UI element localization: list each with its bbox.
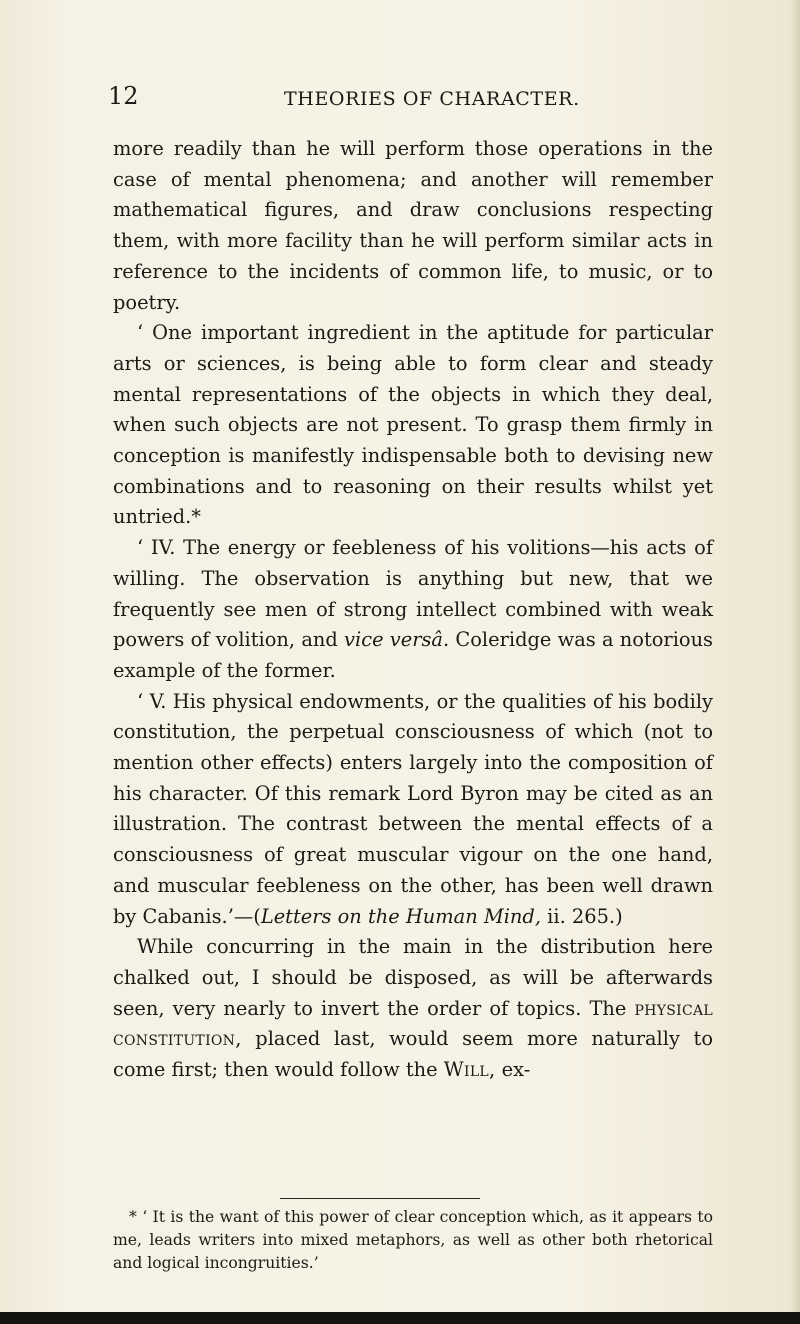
paragraph-4 — [113, 687, 713, 933]
paragraph-2: ‘ One important ingredient in the aptitude for particular arts or sciences, is being able to form clear and steady mental representations of the objects in which they deal, when such objects are not present. To grasp them firmly in conception is manifestly indispensable both to devising new combinations and to reasoning on their results whilst yet untried.* — [113, 321, 713, 529]
paragraph-4-text-a: ‘ V. His physical endowments, or the qualities of his bodily constitution, the perpetual consciousness of which (not to mention other effects) enters largely into the composition of his character. Of this remark Lord Byron may be cited as an illustration. The contrast between the mental effects of a consciousness of great muscular vigour on the one hand, and muscular feebleness on the other, has been well drawn by Cabanis.’—( — [113, 689, 713, 928]
paragraph-1: more readily than he will perform those operations in the case of mental phenomena; and another will remember mathematical figures, and draw conclusions respecting them, with more facility than he will perform similar acts in reference to the incidents of common life, to music, or to poetry. — [113, 137, 713, 314]
page-edge-shadow — [790, 0, 800, 1324]
paragraph-3-italic: vice versâ. — [344, 628, 450, 652]
paragraph-4-text-b: ii. 265.) — [541, 904, 623, 928]
paragraph-5-text-a: While concurring in the main in the distribution here chalked out, I should be disposed, as will be afterwards seen, very nearly to invert the order of topics. The — [113, 935, 713, 1020]
paragraph-5-smallcaps-2: Will, — [443, 1058, 496, 1082]
paragraph-3-text-b: Coleridge was a notorious example of the former. — [113, 628, 714, 682]
paragraph-3-text-a: ‘ IV. The energy or feebleness of his volitions—his acts of willing. The observation is anything but new, that we frequently see men of strong intellect combined with weak powers of volition, and — [113, 536, 713, 652]
paragraph-5 — [113, 932, 713, 1086]
page-number: 12 — [108, 82, 139, 110]
page-header — [108, 80, 708, 120]
footnote-rule — [280, 1198, 480, 1199]
paragraph-3 — [113, 533, 713, 687]
footnote-text: * ‘ It is the want of this power of clear conception which, as it appears to me, leads writers into mixed metaphors, as well as other both rhetorical and logical incongruities.’ — [113, 1208, 713, 1272]
paragraph-5-smallcaps-1: physical constitution, — [113, 996, 713, 1051]
scan-bottom-edge — [0, 1312, 800, 1324]
footnote — [113, 1206, 713, 1275]
running-head: THEORIES OF CHARACTER. — [284, 88, 580, 110]
paragraph-5-text-c: ex- — [495, 1058, 531, 1082]
body-text — [113, 134, 713, 1086]
paragraph-5-text-b: placed last, would seem more naturally to come first; then would follow the — [113, 1027, 713, 1082]
paragraph-4-citation: Letters on the Human Mind, — [260, 904, 541, 928]
